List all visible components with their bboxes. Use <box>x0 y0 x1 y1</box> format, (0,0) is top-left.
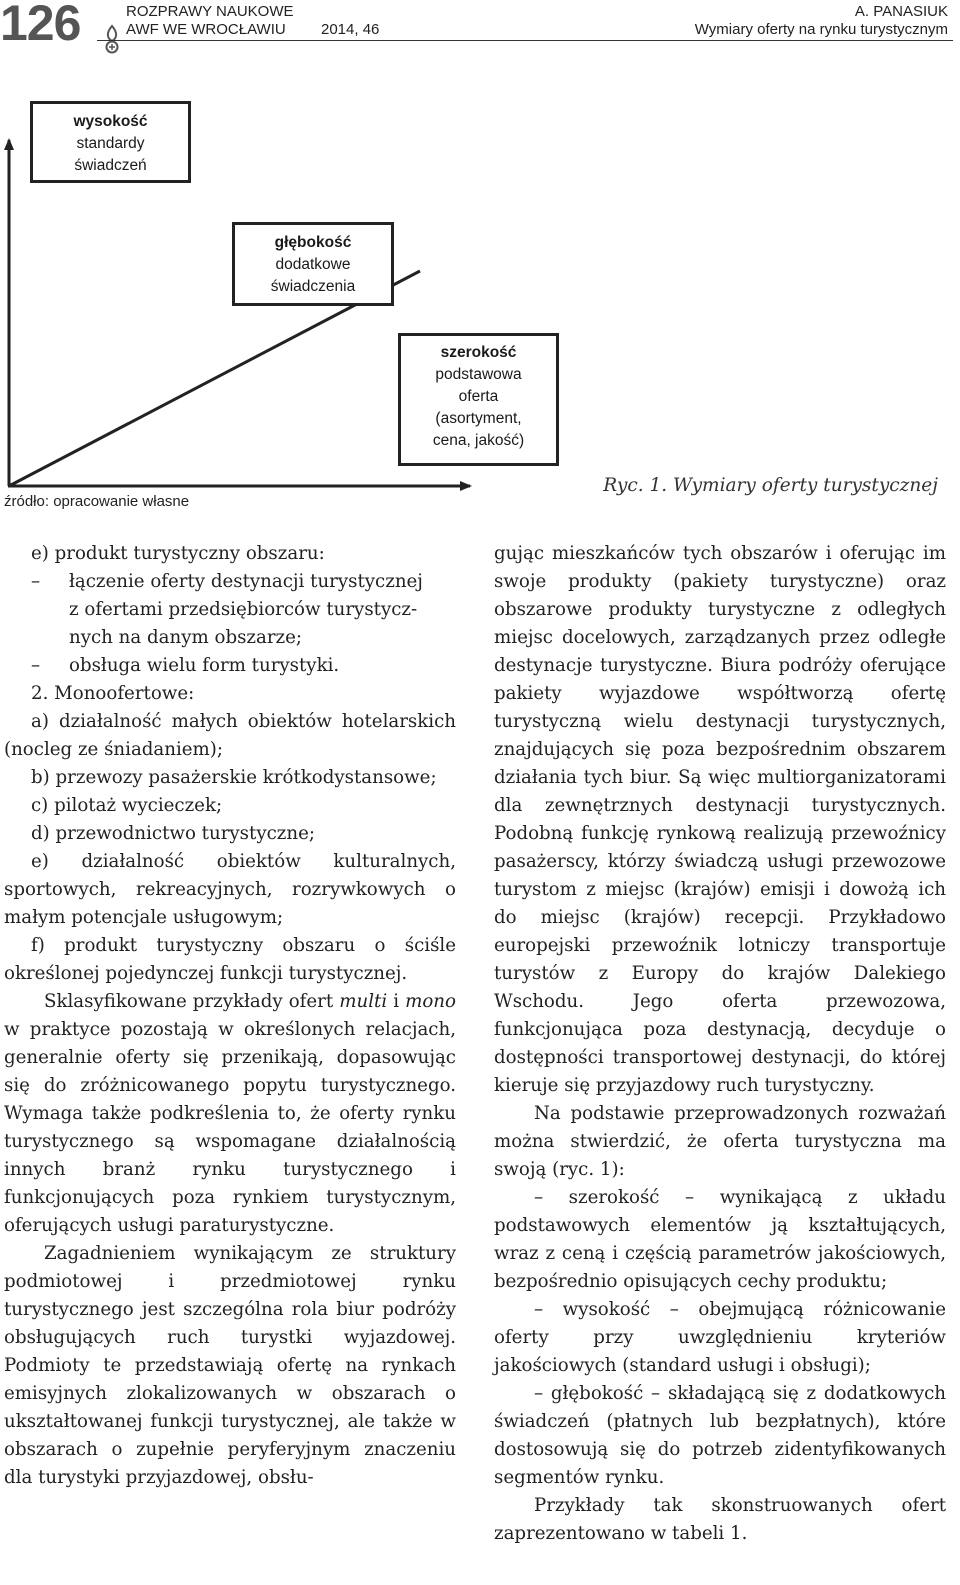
dash-marker: – <box>31 571 41 592</box>
paragraph: – głębokość – składającą się z dodatkowych świadczeń (płatnych lub bezpłatnych), które dostosowują się do potrzeb zidentyfikowanych segmentów rynku. <box>494 1383 946 1488</box>
list-item: f) produkt turystyczny obszaru o ściśle określonej pojedynczej funkcji turystycznej. <box>4 935 456 984</box>
paragraph: Na podstawie przeprowadzonych rozważań można stwierdzić, że oferta turystyczna ma swoją (ryc. 1): <box>494 1103 946 1180</box>
paragraph: Zagadnieniem wynikającym ze struktury podmiotowej i przedmiotowej rynku turystycznego jest szczególna rola biur podróży obsługujących ruch turystki wyjazdowej. Podmioty te przedstawiają ofertę na rynkach emisyjnych zlokalizowanych w obszarach o ukształtowanej funkcji turystycznej, ale także w obszarach o zupełnie peryferyjnym znaczeniu dla turystyki przyjazdowej, obsłu- <box>4 1243 456 1488</box>
list-item: c) pilotaż wycieczek; <box>31 795 223 816</box>
journal-name-line1: ROZPRAWY NAUKOWE <box>126 3 294 20</box>
list-item: b) przewozy pasażerskie krótkodystansowe; <box>31 767 437 788</box>
dash-marker: – <box>31 655 41 676</box>
list-item: e) działalność obiektów kulturalnych, sportowych, rekreacyjnych, rozrywkowych o małym potencjale usługowym; <box>4 851 456 928</box>
box-title: głębokość <box>274 234 352 251</box>
box-depth-dimension <box>232 222 394 306</box>
journal-year: 2014, 46 <box>321 21 380 38</box>
page-number: 126 <box>0 0 81 51</box>
right-column <box>494 540 946 1548</box>
figure-offer-dimensions <box>0 95 960 515</box>
text-run: Sklasyfikowane przykłady ofert <box>44 991 334 1012</box>
paragraph: e) produkt turystyczny obszaru: <box>31 543 325 564</box>
dash-text: łączenie oferty destynacji turystycznej <box>69 571 423 592</box>
list-item: a) działalność małych obiektów hotelarskich (nocleg ze śniadaniem); <box>4 711 456 760</box>
box-line: świadczenia <box>270 278 356 295</box>
text-run-italic: mono <box>405 991 456 1012</box>
box-title: wysokość <box>73 113 148 130</box>
text-run: i <box>393 991 400 1012</box>
dash-continuation: nych na danym obszarze; <box>69 627 303 648</box>
header-rule <box>97 40 953 41</box>
box-breadth-dimension <box>398 333 559 466</box>
running-title: Wymiary oferty na rynku turystycznym <box>694 21 948 38</box>
paragraph: Przykłady tak skonstruowanych ofert zaprezentowano w tabeli 1. <box>494 1495 946 1544</box>
paragraph <box>4 988 456 1240</box>
box-line: standardy <box>76 135 145 152</box>
journal-name-line2: AWF WE WROCŁAWIU <box>126 21 286 38</box>
box-line: oferta <box>458 388 499 405</box>
figure-caption: Ryc. 1. Wymiary oferty turystycznej <box>603 475 938 496</box>
box-line: świadczeń <box>74 157 147 174</box>
paragraph: 2. Monoofertowe: <box>31 683 195 704</box>
journal-logo-icon <box>102 24 122 54</box>
list-item: d) przewodnictwo turystyczne; <box>31 823 315 844</box>
box-height-dimension <box>30 101 191 183</box>
figure-source-note: źródło: opracowanie własne <box>4 493 190 510</box>
dash-list-item <box>4 652 456 680</box>
dash-continuation: z ofertami przedsiębiorców turystycz- <box>69 599 418 620</box>
left-column <box>4 540 456 1492</box>
box-line: dodatkowe <box>275 256 351 273</box>
text-run: w praktyce pozostają w określonych relacjach, generalnie oferty się przenikają, dopasowując się do zróżnicowanego popytu turystycznego. Wymaga także podkreślenia to, że oferty rynku turystycznego są wspomagane działalnością innych branż rynku turystycznego i funkcjonujących poza rynkiem turystycznym, oferujących usługi paraturystyczne. <box>4 1019 456 1236</box>
box-title: szerokość <box>440 344 517 361</box>
paragraph: – wysokość – obejmującą różnicowanie oferty przy uwzględnieniu kryteriów jakościowych (standard usługi i obsługi); <box>494 1299 946 1376</box>
paragraph: gując mieszkańców tych obszarów i oferując im swoje produkty (pakiety turystyczne) oraz obszarowe produkty turystyczne z odległych miejsc docelowych, zarządzanych przez odległe destynacje turystyczne. Biura podróży oferujące pakiety wyjazdowe współtworzą ofertę turystyczną wielu destynacji turystycznych, znajdujących się poza bezpośrednim obszarem działania tych biur. Są więc multiorganizatorami dla zewnętrznych destynacji turystycznych. Podobną funkcję rynkową realizują przewoźnicy pasażerscy, którzy świadczą usługi przewozowe turystom z miejsc (krajów) emisji i dowożą ich do miejsc (krajów) recepcji. Przykładowo europejski przewoźnik lotniczy transportuje turystów z Europy do krajów Dalekiego Wschodu. Jego oferta przewozowa, funkcjonująca poza destynacją, decyduje o dostępności transportowej destynacji, do której kieruje się przyjazdowy ruch turystyczny. <box>494 543 946 1096</box>
box-line: cena, jakość) <box>432 432 525 449</box>
box-line: (asortyment, <box>435 410 522 427</box>
author-name: A. PANASIUK <box>854 3 948 20</box>
text-run-italic: multi <box>339 991 388 1012</box>
paragraph: – szerokość – wynikającą z układu podstawowych elementów ją kształtujących, wraz z ceną i częścią parametrów jakościowych, bezpośrednio opisujących cechy produktu; <box>494 1187 946 1292</box>
dash-list-item <box>4 568 456 596</box>
box-line: podstawowa <box>435 366 522 383</box>
dash-text: obsługa wielu form turystyki. <box>69 655 340 676</box>
